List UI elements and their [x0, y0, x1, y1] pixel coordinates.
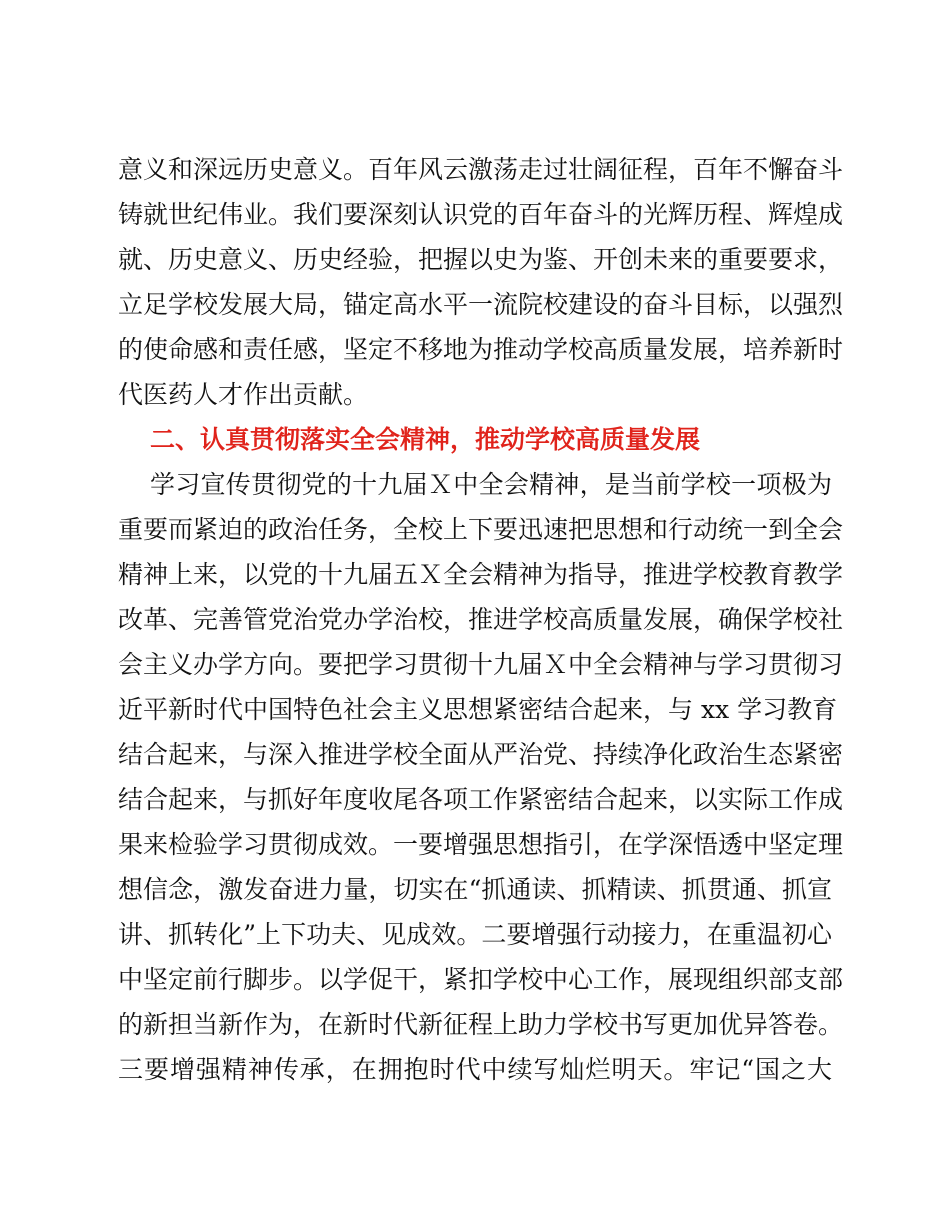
paragraph-line: 就、历史意义、历史经验，把握以史为鉴、开创未来的重要要求，: [118, 245, 844, 274]
paragraph-line: 重要而紧迫的政治任务，全校上下要迅速把思想和行动统一到全会: [118, 515, 844, 544]
paragraph-line: 铸就世纪伟业。我们要深刻认识党的百年奋斗的光辉历程、辉煌成: [118, 200, 844, 229]
paragraph-line: 立足学校发展大局，锚定高水平一流院校建设的奋斗目标，以强烈: [118, 290, 844, 319]
paragraph-line: 精神上来，以党的十九届五Ｘ全会精神为指导，推进学校教育教学: [118, 560, 844, 589]
paragraph-line: 想信念，激发奋进力量，切实在“抓通读、抓精读、抓贯通、抓宣: [118, 875, 832, 904]
paragraph-line: 会主义办学方向。要把学习贯彻十九届Ｘ中全会精神与学习贯彻习: [118, 650, 844, 679]
paragraph-line: 的使命感和责任感，坚定不移地为推动学校高质量发展，培养新时: [118, 335, 844, 364]
paragraph-line: 代医药人才作出贡献。: [118, 380, 369, 409]
paragraph-line: 意义和深远历史意义。百年风云激荡走过壮阔征程，百年不懈奋斗: [118, 155, 844, 184]
paragraph-line: 近平新时代中国特色社会主义思想紧密结合起来，与 xx 学习教育: [118, 695, 838, 724]
paragraph-line: 中坚定前行脚步。以学促干，紧扣学校中心工作，展现组织部支部: [118, 965, 844, 994]
paragraph-line: 结合起来，与抓好年度收尾各项工作紧密结合起来，以实际工作成: [118, 785, 844, 814]
paragraph-line: 改革、完善管党治党办学治校，推进学校高质量发展，确保学校社: [118, 605, 844, 634]
paragraph-line: 学习宣传贯彻党的十九届Ｘ中全会精神，是当前学校一项极为: [150, 470, 832, 499]
paragraph-line: 的新担当新作为，在新时代新征程上助力学校书写更加优异答卷。: [118, 1010, 844, 1039]
paragraph-line: 结合起来，与深入推进学校全面从严治党、持续净化政治生态紧密: [118, 740, 844, 769]
paragraph-line: 讲、抓转化”上下功夫、见成效。二要增强行动接力，在重温初心: [118, 920, 832, 949]
section-heading: 二、认真贯彻落实全会精神，推动学校高质量发展: [150, 425, 701, 454]
paragraph-line: 三要增强精神传承，在拥抱时代中续写灿烂明天。牢记“国之大: [118, 1055, 832, 1084]
paragraph-line: 果来检验学习贯彻成效。一要增强思想指引，在学深悟透中坚定理: [118, 830, 844, 859]
